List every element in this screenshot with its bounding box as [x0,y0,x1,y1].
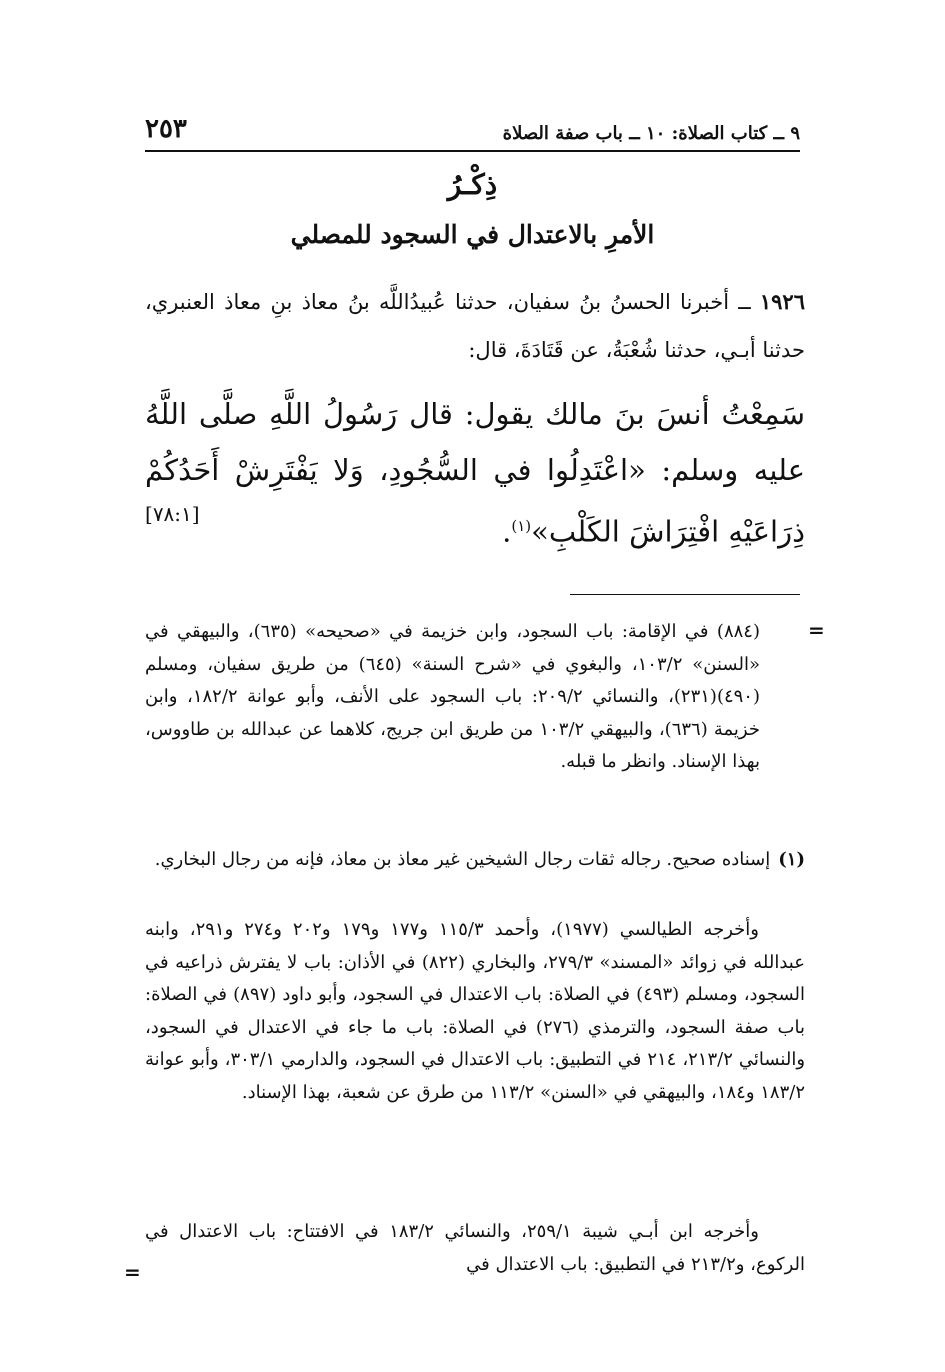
footnote-1-paragraph-2: وأخرجه الطيالسي (١٩٧٧)، وأحمد ١١٥/٣ و١٧٧ و١٧٩ و٢٠٢ و٢٧٤ و٢٩١، وابنه عبدالله في زوائد «المسند» ٢٧٩/٣، والبخاري (٨٢٢) في الأذان: باب لا يفترش ذراعيه في السجود، ومسلم (٤٩٣) في الصلاة: باب الاعتدال في السجود، وأبو داود (٨٩٧) في الصلاة: باب صفة السجود، والترمذي (٢٧٦) في الصلاة: باب ما جاء في الاعتدال في السجود، والنسائي ٢١٣/٢، ٢١٤ في التطبيق: باب الاعتدال في السجود، والدارمي ٣٠٣/١، وأبو عوانة ١٨٣/٢ و١٨٤، والبيهقي في «السنن» ١١٣/٢ من طرق عن شعبة، بهذا الإسناد. [145,919,806,1103]
running-head: ٩ ــ كتاب الصلاة: ١٠ ــ باب صفة الصلاة [502,123,800,144]
footnote-1-text: إسناده صحيح. رجاله ثقات رجال الشيخين غير معاذ بن معاذ، فإنه من رجال البخاري. [154,849,771,870]
footnote-marker: (١) [511,517,532,535]
hadith-matn [145,386,805,560]
header-rule [145,150,800,152]
footnote-1 [145,844,805,877]
page-number: ٢٥٣ [145,114,187,144]
section-heading: ذِكْـرُ [447,168,498,201]
page-header [145,108,800,144]
matn-end: . [502,514,512,549]
hadith-isnad [145,278,805,374]
footnote-end-mark: = [124,1260,141,1284]
isnad-text: ــ أخبرنا الحسنُ بنُ سفيان، حدثنا عُبيدُاللَّه بنُ معاذ بنِ معاذ العنبري، حدثنا أبـي، حدثنا شُعْبَةُ، عن قَتَادَةَ، قال: [145,290,805,362]
matn-text: سَمِعْتُ أنسَ بنَ مالك يقول: قال رَسُولُ اللَّهِ صلَّى اللَّهُ عليه وسلم: «اعْتَدِلُوا في السُّجُودِ، وَلا يَفْتَرِشْ أَحَدُكُمْ ذِرَاعَيْهِ افْتِرَاشَ الكَلْبِ» [145,397,805,549]
footnote-continuation-mark: = [808,618,825,642]
hadith-number: ١٩٢٦ [759,289,805,314]
footnote-884: (٨٨٤) في الإقامة: باب السجود، وابن خزيمة في «صحيحه» (٦٣٥)، والبيهقي في «السنن» ١٠٣/٢، والبغوي في «شرح السنة» (٦٤٥) من طريق سفيان، ومسلم (٤٩٠)(٢٣١)، والنسائي ٢٠٩/٢: باب السجود على الأنف، وأبو عوانة ١٨٢/٢، وابن خزيمة (٦٣٦)، والبيهقي ١٠٣/٢ من طريق ابن جريج، كلاهما عن عبدالله بن طاووس، بهذا الإسناد. وانظر ما قبله. [145,621,761,773]
section-title: الأمرِ بالاعتدال في السجود للمصلي [290,220,655,249]
hadith-reference: [٧٨:١] [145,502,200,526]
footnote-1-number: (١) [778,849,805,870]
footnote-1-paragraph-3: وأخرجه ابن أبـي شيبة ٢٥٩/١، والنسائي ١٨٣/٢ في الافتتاح: باب الاعتدال في الركوع، و٢١٣/٢ في التطبيق: باب الاعتدال في [145,1221,805,1275]
footnote-rule [570,594,800,595]
